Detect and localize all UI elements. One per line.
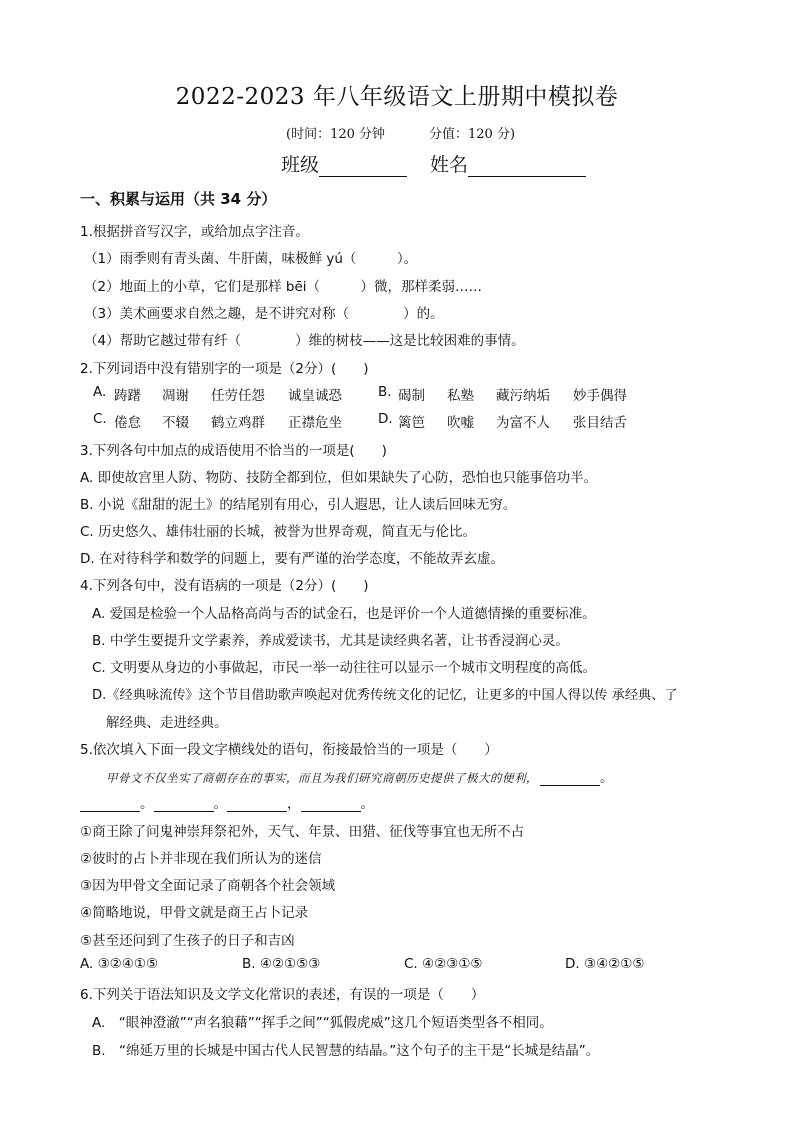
option-word: 篱笆 [398, 415, 425, 431]
name-field[interactable] [430, 150, 586, 177]
question-5-sentence: ②彼时的占卜并非现在我们所认为的迷信 [80, 851, 322, 867]
option-word: 张目结舌 [573, 415, 627, 431]
answer-blank[interactable] [540, 771, 600, 786]
question-5-stem: 5.依次填入下面一段文字横线处的语句，衔接最恰当的一项是（ ） [80, 742, 498, 758]
option-word: 正襟危坐 [288, 415, 342, 431]
option-d-letter: D. [378, 411, 393, 427]
name-label: 姓名 [430, 154, 469, 176]
question-4-option: C. 文明要从身边的小事做起，市民一举一动往往可以显示一个城市文明程度的高低。 [92, 660, 597, 676]
question-1-item: （1）雨季则有青头菌、牛肝菌，味极鲜 yú（ ）。 [84, 251, 418, 267]
option-word: 倦怠 [114, 415, 141, 431]
option-b-letter: B. [378, 384, 392, 400]
option-word: 任劳任怨 [211, 388, 265, 404]
section-heading: 一、积累与运用（共 34 分） [80, 190, 277, 208]
question-5-choice: C. ④②③①⑤ [404, 956, 483, 972]
question-5-passage: 甲骨文不仅坐实了商朝存在的事实，而且为我们研究商朝历史提供了极大的便利， 。 [106, 770, 614, 786]
question-5-sentence: ④简略地说，甲骨文就是商王占卜记录 [80, 905, 309, 921]
question-6-option: B. “绵延万里的长城是中国古代人民智慧的结晶。”这个句子的主干是“长城是结晶”。 [92, 1043, 600, 1059]
option-word: 鹤立鸡群 [211, 415, 265, 431]
answer-blank[interactable] [301, 797, 361, 812]
option-c-letter: C. [93, 411, 107, 427]
question-4-stem: 4.下列各句中，没有语病的一项是（2分）( ) [80, 578, 369, 594]
question-3-option: B. 小说《甜甜的泥土》的结尾别有用心，引人遐思，让人读后回味无穷。 [80, 497, 517, 513]
exam-time: (时间：120 分钟 [286, 127, 386, 142]
option-word: 妙手偶得 [573, 388, 627, 404]
question-1-stem: 1.根据拼音写汉字，或给加点字注音。 [80, 224, 309, 240]
question-3-option: A. 即使故宫里人防、物防、技防全都到位，但如果缺失了心防，恐怕也只能事倍功半。 [80, 470, 598, 486]
exam-title: 2022-2023 年八年级语文上册期中模拟卷 [175, 84, 619, 110]
question-4-option: B. 中学生要提升文学素养，养成爱读书，尤其是读经典名著，让书香浸润心灵。 [92, 633, 569, 649]
option-word: 凋谢 [162, 388, 189, 404]
answer-blank[interactable] [80, 797, 140, 812]
exam-score: 分值：120 分) [429, 127, 516, 142]
class-blank[interactable] [319, 156, 407, 177]
question-5-sentence: ③因为甲骨文全面记录了商朝各个社会领域 [80, 878, 336, 894]
question-4-option: A. 爱国是检验一个人品格高尚与否的试金石，也是评价一个人道德情操的重要标准。 [92, 606, 596, 622]
question-2-stem: 2.下列词语中没有错别字的一项是（2分）( ) [80, 361, 369, 377]
question-3-option: C. 历史悠久、雄伟壮丽的长城，被誉为世界奇观，简直无与伦比。 [80, 524, 477, 540]
question-6-option: A. “眼神澄澈”“声名狼藉”“挥手之间”“狐假虎威”这几个短语类型各不相同。 [92, 1015, 553, 1031]
question-5-choice: B. ④②①⑤③ [242, 956, 321, 972]
question-5-choice: A. ③②④①⑤ [80, 956, 159, 972]
answer-blank[interactable] [227, 797, 287, 812]
option-word: 为富不人 [496, 415, 550, 431]
question-3-option: D. 在对待科学和数学的问题上，要有严谨的治学态度，不能故弄玄虚。 [80, 551, 504, 567]
name-blank[interactable] [468, 156, 586, 177]
option-word: 吹嘘 [447, 415, 474, 431]
passage-text: 甲骨文不仅坐实了商朝存在的事实，而且为我们研究商朝历史提供了极大的便利， [106, 771, 538, 785]
question-1-item: （4）帮助它越过带有纤（ ）维的树枝——这是比较困难的事情。 [84, 333, 525, 349]
question-4-option: D.《经典咏流传》这个节目借助歌声唤起对优秀传统文化的记忆，让更多的中国人得以传 承经典、了 [92, 688, 678, 703]
option-word: 碣制 [398, 388, 425, 404]
option-word: 藏污纳垢 [496, 388, 550, 404]
question-5-choice: D. ③④②①⑤ [565, 956, 645, 972]
option-word: 不辍 [162, 415, 189, 431]
question-5-sentence: ①商王除了问鬼神崇拜祭祀外，天气、年景、田猎、征伐等事宜也无所不占 [80, 824, 525, 840]
question-4-option-cont: 解经典、走进经典。 [106, 715, 228, 731]
class-label: 班级 [281, 154, 320, 176]
answer-blank[interactable] [154, 797, 214, 812]
question-6-stem: 6.下列关于语法知识及文学文化常识的表述，有误的一项是（ ） [80, 987, 485, 1003]
option-word: 私塾 [447, 388, 474, 404]
question-1-item: （3）美术画要求自然之趣，是不讲究对称（ ）的。 [84, 306, 444, 322]
question-1-item: （2）地面上的小草，它们是那样 bēi（ ）微，那样柔弱…… [84, 279, 483, 295]
question-3-stem: 3.下列各句中加点的成语使用不恰当的一项是( ) [80, 443, 387, 459]
option-a-letter: A. [93, 384, 107, 400]
option-word: 踌躇 [114, 388, 141, 404]
question-5-blanks: 。 。 ， 。 [80, 792, 374, 812]
option-word: 诚皇诚恐 [288, 388, 342, 404]
class-field[interactable] [281, 150, 407, 177]
question-5-sentence: ⑤甚至还问到了生孩子的日子和吉凶 [80, 933, 295, 949]
